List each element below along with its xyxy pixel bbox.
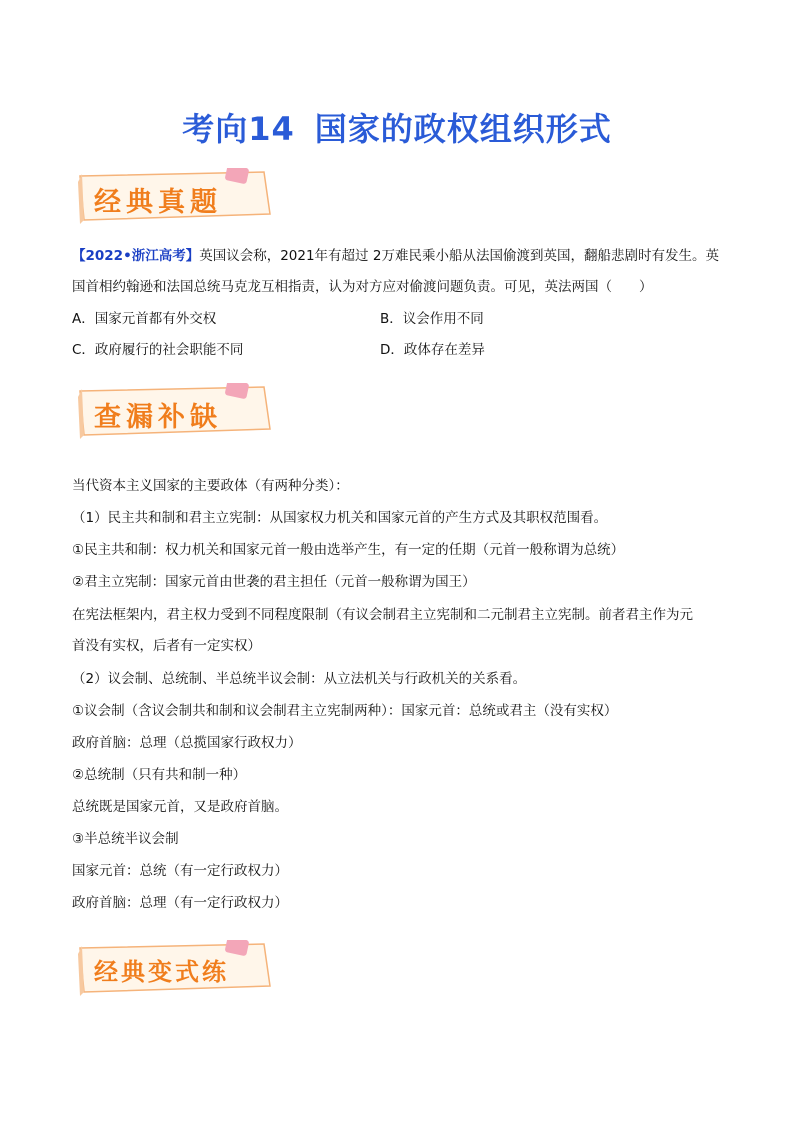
review-line: 当代资本主义国家的主要政体（有两种分类）： xyxy=(72,478,349,494)
option-a: A．国家元首都有外交权 xyxy=(72,311,217,327)
review-line: ①议会制（含议会制共和制和议会制君主立宪制两种）：国家元首：总统或君主（没有实权） xyxy=(72,703,618,719)
page-title-main: 国家的政权组织形式 xyxy=(314,110,612,148)
review-line: （1）民主共和制和君主立宪制：从国家权力机关和国家元首的产生方式及其职权范围看。 xyxy=(72,510,608,526)
question-line-2: 国首相约翰逊和法国总统马克龙互相指责，认为对方应对偷渡问题负责。可见，英法两国（ ） xyxy=(72,279,653,295)
page-title-prefix: 考向14 xyxy=(182,110,295,148)
question-stem-1: 英国议会称，2021年有超过 2万难民乘小船从法国偷渡到英国，翻船悲剧时有发生。英 xyxy=(199,248,719,264)
option-d: D．政体存在差异 xyxy=(380,342,485,358)
review-line: 首没有实权，后者有一定实权） xyxy=(72,638,261,654)
question-source: 【2022•浙江高考】 xyxy=(72,248,200,264)
question-line-1 xyxy=(72,246,732,266)
review-line: ③半总统半议会制 xyxy=(72,831,179,847)
review-line: （2）议会制、总统制、半总统半议会制：从立法机关与行政机关的关系看。 xyxy=(72,671,527,687)
option-b: B．议会作用不同 xyxy=(380,311,484,327)
section-label-review: 查漏补缺 xyxy=(94,402,222,433)
review-line: ②君主立宪制：国家元首由世袭的君主担任（元首一般称谓为国王） xyxy=(72,574,476,590)
section-label-classic: 经典真题 xyxy=(94,187,222,218)
option-c: C．政府履行的社会职能不同 xyxy=(72,342,244,358)
review-line: 总统既是国家元首，又是政府首脑。 xyxy=(72,799,288,815)
section-banner-classic xyxy=(76,168,276,228)
page-title xyxy=(0,104,794,150)
review-line: 政府首脑：总理（总揽国家行政权力） xyxy=(72,735,302,751)
review-line: ②总统制（只有共和制一种） xyxy=(72,767,247,783)
section-label-practice: 经典变式练 xyxy=(94,957,229,986)
section-banner-review xyxy=(76,383,276,443)
review-line: 在宪法框架内，君主权力受到不同程度限制（有议会制君主立宪制和二元制君主立宪制。前者君主作为元 xyxy=(72,607,693,623)
review-line: 政府首脑：总理（有一定行政权力） xyxy=(72,895,288,911)
review-line: ①民主共和制：权力机关和国家元首一般由选举产生，有一定的任期（元首一般称谓为总统） xyxy=(72,542,625,558)
review-line: 国家元首：总统（有一定行政权力） xyxy=(72,863,288,879)
section-banner-practice xyxy=(76,940,276,1000)
